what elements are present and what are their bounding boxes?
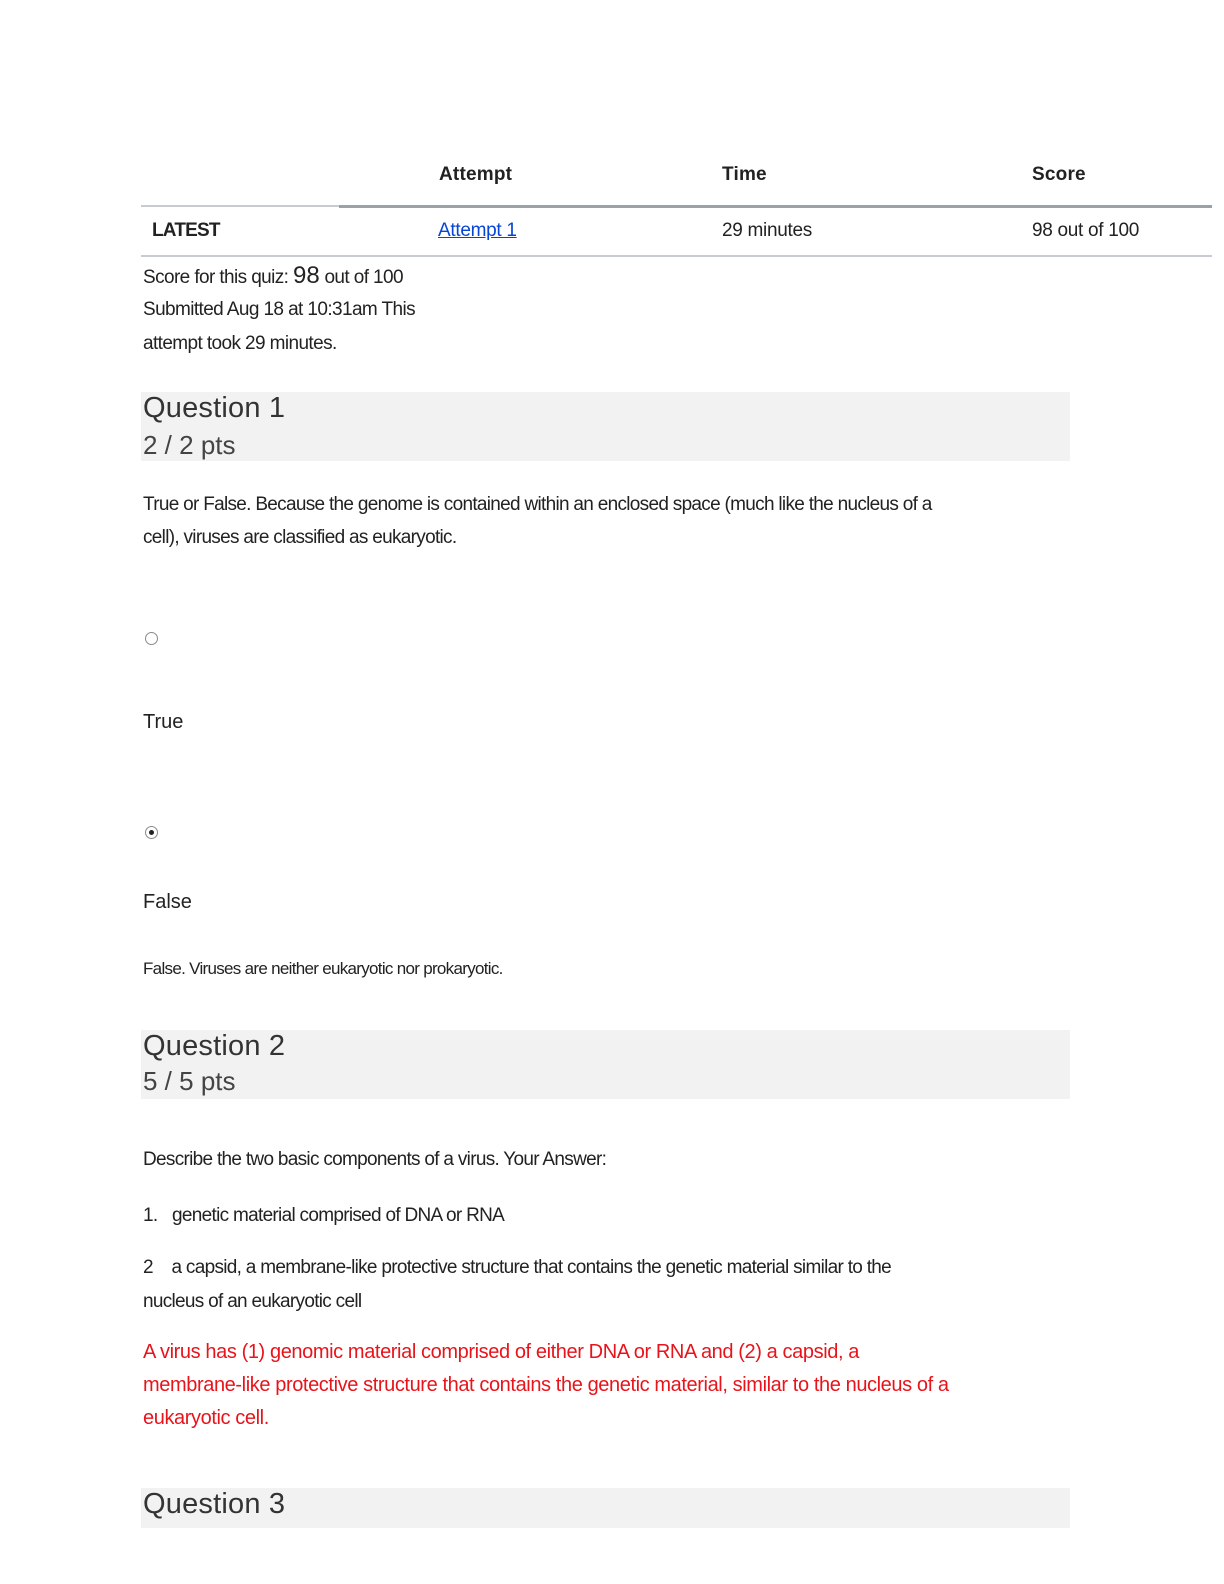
- option-false-label: False: [143, 891, 192, 913]
- header-time: Time: [722, 164, 767, 185]
- question-2-header: [141, 1030, 1070, 1099]
- answer-item-2: [143, 1251, 891, 1284]
- score-summary: [143, 262, 403, 290]
- question-2-feedback-line3: eukaryotic cell.: [143, 1407, 269, 1429]
- question-2-title: Question 2: [143, 1030, 286, 1062]
- question-1-prompt-line2: cell), viruses are classified as eukaryotic.: [143, 527, 457, 548]
- submitted-line: Submitted Aug 18 at 10:31am This: [143, 299, 415, 320]
- answer-item-2-number: 2: [143, 1257, 153, 1278]
- question-2-prompt: Describe the two basic components of a virus. Your Answer:: [143, 1149, 607, 1170]
- question-1-title: Question 1: [143, 392, 286, 424]
- question-1-prompt-line1: True or False. Because the genome is contained within an enclosed space (much like the nucleus of a: [143, 494, 932, 515]
- question-2-feedback-line2: membrane-like protective structure that contains the genetic material, similar to the nucleus of a: [143, 1374, 949, 1396]
- question-2-feedback-line1: A virus has (1) genomic material comprised of either DNA or RNA and (2) a capsid, a: [143, 1341, 860, 1363]
- score-suffix: out of 100: [324, 267, 403, 288]
- score-value: 98: [293, 262, 320, 289]
- row-divider: [141, 255, 1212, 257]
- radio-false[interactable]: [145, 826, 158, 839]
- answer-item-2-text: a capsid, a membrane-like protective structure that contains the genetic material similar to the: [171, 1257, 892, 1278]
- option-true-label: True: [143, 711, 184, 733]
- question-2-points: 5 / 5 pts: [143, 1066, 236, 1096]
- attempt-time: 29 minutes: [722, 220, 812, 241]
- answer-item-1-number: 1.: [143, 1205, 158, 1226]
- question-3-header: [141, 1488, 1070, 1528]
- header-divider-light: [141, 205, 339, 207]
- latest-label: LATEST: [152, 220, 220, 241]
- question-1-header: [141, 392, 1070, 461]
- header-attempt: Attempt: [439, 164, 513, 185]
- score-label: Score for this quiz:: [143, 267, 289, 288]
- duration-line: attempt took 29 minutes.: [143, 333, 337, 354]
- header-divider: [339, 205, 1212, 208]
- answer-item-1-text: genetic material comprised of DNA or RNA: [172, 1205, 505, 1226]
- attempt-link[interactable]: Attempt 1: [438, 220, 517, 241]
- answer-item-1: [143, 1199, 504, 1232]
- header-score: Score: [1032, 164, 1086, 185]
- question-3-title: Question 3: [143, 1488, 286, 1520]
- answer-item-2-continued: nucleus of an eukaryotic cell: [143, 1291, 362, 1312]
- question-1-points: 2 / 2 pts: [143, 430, 236, 460]
- radio-true[interactable]: [145, 632, 158, 645]
- question-1-feedback: False. Viruses are neither eukaryotic nor prokaryotic.: [143, 959, 503, 978]
- attempt-score: 98 out of 100: [1032, 220, 1140, 241]
